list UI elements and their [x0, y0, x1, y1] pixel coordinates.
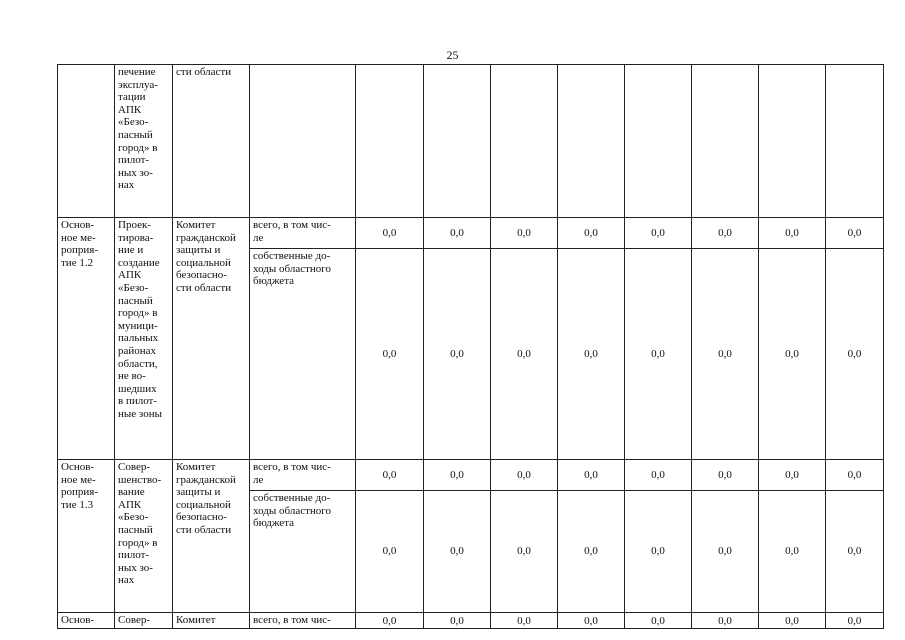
value-cell: 0,0: [759, 249, 826, 460]
value-cell: 0,0: [491, 249, 558, 460]
value-cell: 0,0: [826, 249, 884, 460]
value-cell: 0,0: [356, 491, 424, 613]
value-cell: [692, 65, 759, 218]
value-cell: 0,0: [491, 491, 558, 613]
table-row: [58, 65, 884, 218]
value-cell: 0,0: [759, 460, 826, 491]
funding-source-cell: собственные до- ходы областного бюджета: [250, 491, 356, 613]
table-row: [58, 218, 884, 249]
value-cell: 0,0: [826, 218, 884, 249]
value-cell: 0,0: [759, 218, 826, 249]
value-cell: 0,0: [759, 491, 826, 613]
funding-source-cell: [250, 65, 356, 218]
value-cell: 0,0: [625, 491, 692, 613]
program-events-table: [57, 64, 884, 629]
event-cell: [58, 65, 115, 218]
value-cell: 0,0: [558, 249, 625, 460]
value-cell: 0,0: [491, 460, 558, 491]
executor-cell: сти области: [173, 65, 250, 218]
value-cell: 0,0: [625, 249, 692, 460]
executor-cell: Комитет: [173, 613, 250, 629]
event-title-cell: Совер- шенство- вание АПК «Безо- пасный город» в пилот- ных зо- нах: [115, 460, 173, 613]
value-cell: 0,0: [692, 218, 759, 249]
event-cell: Основ-: [58, 613, 115, 629]
value-cell: 0,0: [491, 613, 558, 629]
value-cell: [558, 65, 625, 218]
executor-cell: Комитет гражданской защиты и социальной безопасно- сти области: [173, 218, 250, 460]
value-cell: 0,0: [424, 613, 491, 629]
value-cell: 0,0: [759, 613, 826, 629]
event-cell: Основ- ное ме- роприя- тие 1.3: [58, 460, 115, 613]
value-cell: 0,0: [558, 218, 625, 249]
value-cell: [826, 65, 884, 218]
value-cell: 0,0: [692, 491, 759, 613]
value-cell: 0,0: [558, 491, 625, 613]
funding-source-cell: всего, в том чис- ле: [250, 460, 356, 491]
page-number: 25: [446, 48, 459, 62]
value-cell: 0,0: [826, 491, 884, 613]
value-cell: 0,0: [356, 249, 424, 460]
value-cell: 0,0: [424, 460, 491, 491]
value-cell: 0,0: [692, 249, 759, 460]
value-cell: [759, 65, 826, 218]
value-cell: 0,0: [424, 218, 491, 249]
value-cell: 0,0: [692, 460, 759, 491]
value-cell: 0,0: [356, 613, 424, 629]
value-cell: 0,0: [826, 613, 884, 629]
value-cell: [356, 65, 424, 218]
value-cell: 0,0: [625, 613, 692, 629]
value-cell: 0,0: [625, 460, 692, 491]
funding-source-cell: собственные до- ходы областного бюджета: [250, 249, 356, 460]
funding-source-cell: всего, в том чис-: [250, 613, 356, 629]
value-cell: 0,0: [692, 613, 759, 629]
event-title-cell: Совер-: [115, 613, 173, 629]
value-cell: 0,0: [356, 218, 424, 249]
table-row: [58, 613, 884, 629]
value-cell: 0,0: [491, 218, 558, 249]
event-title-cell: Проек- тирова- ние и создание АПК «Безо- пасный город» в муници- пальных районах области, не во- шедших в пилот- ные зоны: [115, 218, 173, 460]
table-row: [58, 460, 884, 491]
event-cell: Основ- ное ме- роприя- тие 1.2: [58, 218, 115, 460]
value-cell: [424, 65, 491, 218]
event-title-cell: печение эксплуа- тации АПК «Безо- пасный город» в пилот- ных зо- нах: [115, 65, 173, 218]
value-cell: 0,0: [558, 460, 625, 491]
value-cell: [491, 65, 558, 218]
value-cell: 0,0: [424, 491, 491, 613]
value-cell: 0,0: [826, 460, 884, 491]
value-cell: 0,0: [424, 249, 491, 460]
value-cell: [625, 65, 692, 218]
funding-source-cell: всего, в том чис- ле: [250, 218, 356, 249]
value-cell: 0,0: [558, 613, 625, 629]
executor-cell: Комитет гражданской защиты и социальной безопасно- сти области: [173, 460, 250, 613]
value-cell: 0,0: [625, 218, 692, 249]
value-cell: 0,0: [356, 460, 424, 491]
